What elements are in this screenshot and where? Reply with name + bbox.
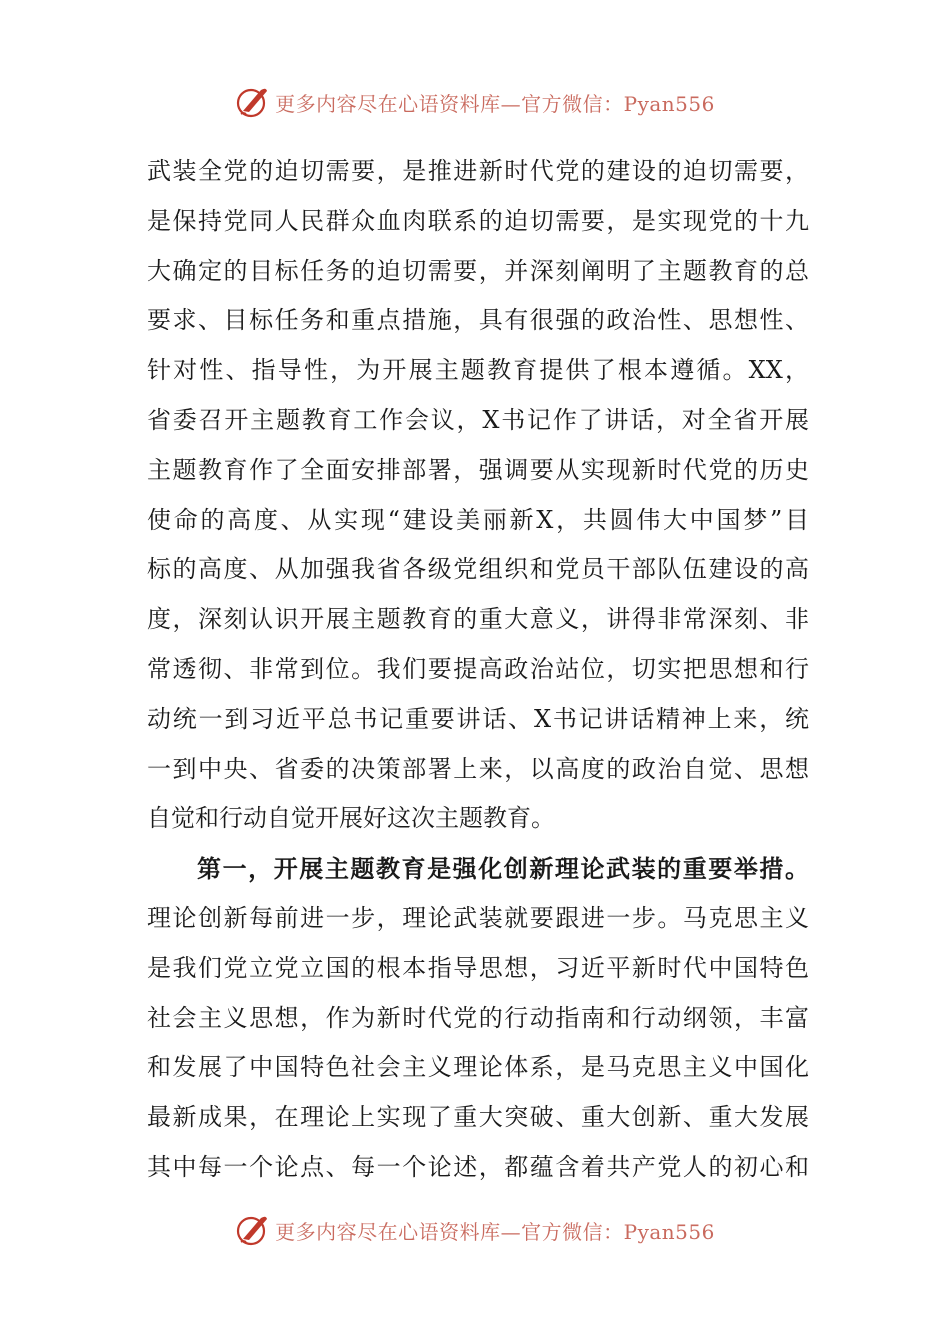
document-body (147, 147, 809, 1193)
body-line: 要求、目标任务和重点措施，具有很强的政治性、思想性、 (147, 306, 809, 335)
quill-pen-logo-icon (235, 1212, 271, 1248)
header-banner-text: 更多内容尽在心语资料库—官方微信：Pyan556 (275, 91, 715, 116)
body-line: 武装全党的迫切需要，是推进新时代党的建设的迫切需要， (147, 157, 809, 185)
header-banner (0, 80, 950, 124)
body-line: 是我们党立党立国的根本指导思想，习近平新时代中国特色 (147, 953, 809, 982)
body-line: 主题教育作了全面安排部署，强调要从实现新时代党的历史 (147, 455, 809, 484)
body-line: 和发展了中国特色社会主义理论体系，是马克思主义中国化 (147, 1053, 809, 1082)
section-heading-line: 第一，开展主题教育是强化创新理论武装的重要举措。 (197, 854, 809, 884)
body-line: 度，深刻认识开展主题教育的重大意义，讲得非常深刻、非 (147, 605, 809, 634)
body-line: 标的高度、从加强我省各级党组织和党员干部队伍建设的高 (147, 555, 809, 584)
body-line: 常透彻、非常到位。我们要提高政治站位，切实把思想和行 (147, 654, 809, 683)
body-line: 其中每一个论点、每一个论述，都蕴含着共产党人的初心和 (147, 1152, 809, 1181)
footer-banner-text: 更多内容尽在心语资料库—官方微信：Pyan556 (275, 1219, 715, 1244)
quill-pen-logo-icon (235, 84, 271, 120)
body-line: 是保持党同人民群众血肉联系的迫切需要，是实现党的十九 (147, 206, 809, 235)
body-line: 使命的高度、从实现“建设美丽新X，共圆伟大中国梦”目 (147, 505, 809, 534)
body-line: 一到中央、省委的决策部署上来，以高度的政治自觉、思想 (147, 754, 809, 783)
body-line: 最新成果，在理论上实现了重大突破、重大创新、重大发展 (147, 1103, 809, 1132)
body-line: 针对性、指导性，为开展主题教育提供了根本遵循。XX， (147, 356, 809, 385)
body-line: 理论创新每前进一步，理论武装就要跟进一步。马克思主义 (147, 903, 809, 932)
body-line: 自觉和行动自觉开展好这次主题教育。 (147, 804, 555, 833)
body-line: 社会主义思想，作为新时代党的行动指南和行动纲领，丰富 (147, 1003, 809, 1032)
body-line: 省委召开主题教育工作会议，X书记作了讲话，对全省开展 (147, 405, 809, 434)
body-line: 大确定的目标任务的迫切需要，并深刻阐明了主题教育的总 (147, 256, 809, 285)
body-line: 动统一到习近平总书记重要讲话、X书记讲话精神上来，统 (147, 704, 809, 733)
footer-banner (0, 1208, 950, 1252)
